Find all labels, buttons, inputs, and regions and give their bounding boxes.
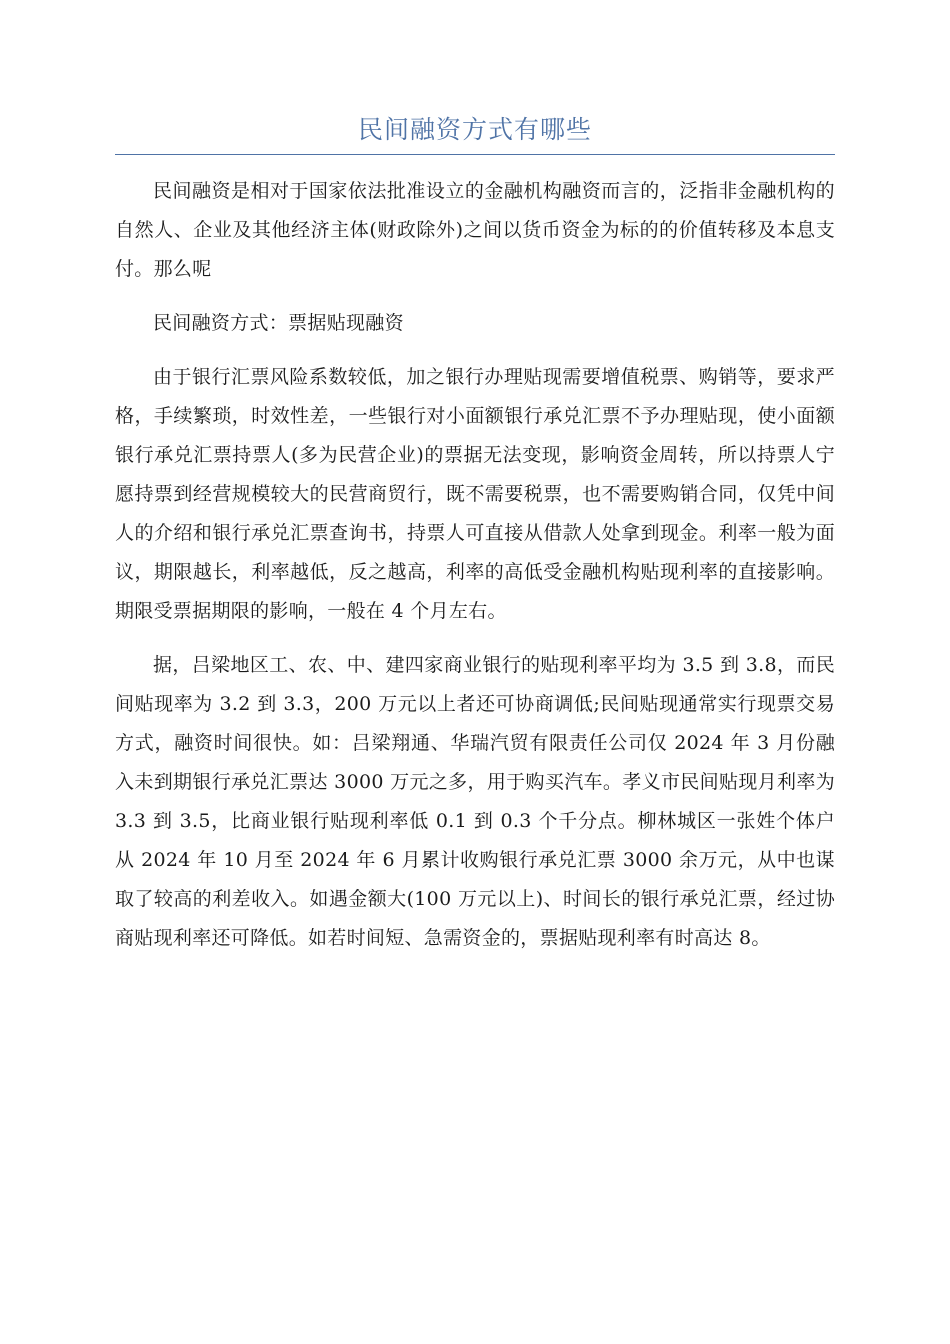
- document-title: 民间融资方式有哪些: [357, 115, 592, 144]
- paragraph-lvliang-example: 据，吕梁地区工、农、中、建四家商业银行的贴现利率平均为 3.5 到 3.8，而民间贴现率为 3.2 到 3.3，200 万元以上者还可协商调低;民间贴现通常实行现票交易方式，融资时间很快。如：吕梁翔通、华瑞汽贸有限责任公司仅 2024 年 3 月份融入未到期银行承兑汇票达 3000 万元之多，用于购买汽车。孝义市民间贴现月利率为 3.3 到 3.5，比商业银行贴现利率低 0.1 到 0.3 个千分点。柳林城区一张姓个体户从 2024 年 10 月至 2024 年 6 月累计收购银行承兑汇票 3000 余万元，从中也谋取了较高的利差收入。如遇金额大(100 万元以上)、时间长的银行承兑汇票，经过协商贴现利率还可降低。如若时间短、急需资金的，票据贴现利率有时高达 8。: [115, 654, 835, 949]
- document-body: [115, 172, 835, 973]
- paragraph-discount-background: 由于银行汇票风险系数较低，加之银行办理贴现需要增值税票、购销等，要求严格，手续繁琐，时效性差，一些银行对小面额银行承兑汇票不予办理贴现，使小面额银行承兑汇票持票人(多为民营企业)的票据无法变现，影响资金周转，所以持票人宁愿持票到经营规模较大的民营商贸行，既不需要税票，也不需要购销合同，仅凭中间人的介绍和银行承兑汇票查询书，持票人可直接从借款人处拿到现金。利率一般为面议，期限越长，利率越低，反之越高，利率的高低受金融机构贴现利率的直接影响。期限受票据期限的影响，一般在 4 个月左右。: [115, 366, 835, 622]
- paragraph-intro: 民间融资是相对于国家依法批准设立的金融机构融资而言的，泛指非金融机构的自然人、企业及其他经济主体(财政除外)之间以货币资金为标的的价值转移及本息支付。那么呢: [115, 180, 835, 280]
- title-underline: [115, 154, 835, 155]
- paragraph-subheading: 民间融资方式：票据贴现融资: [153, 312, 404, 334]
